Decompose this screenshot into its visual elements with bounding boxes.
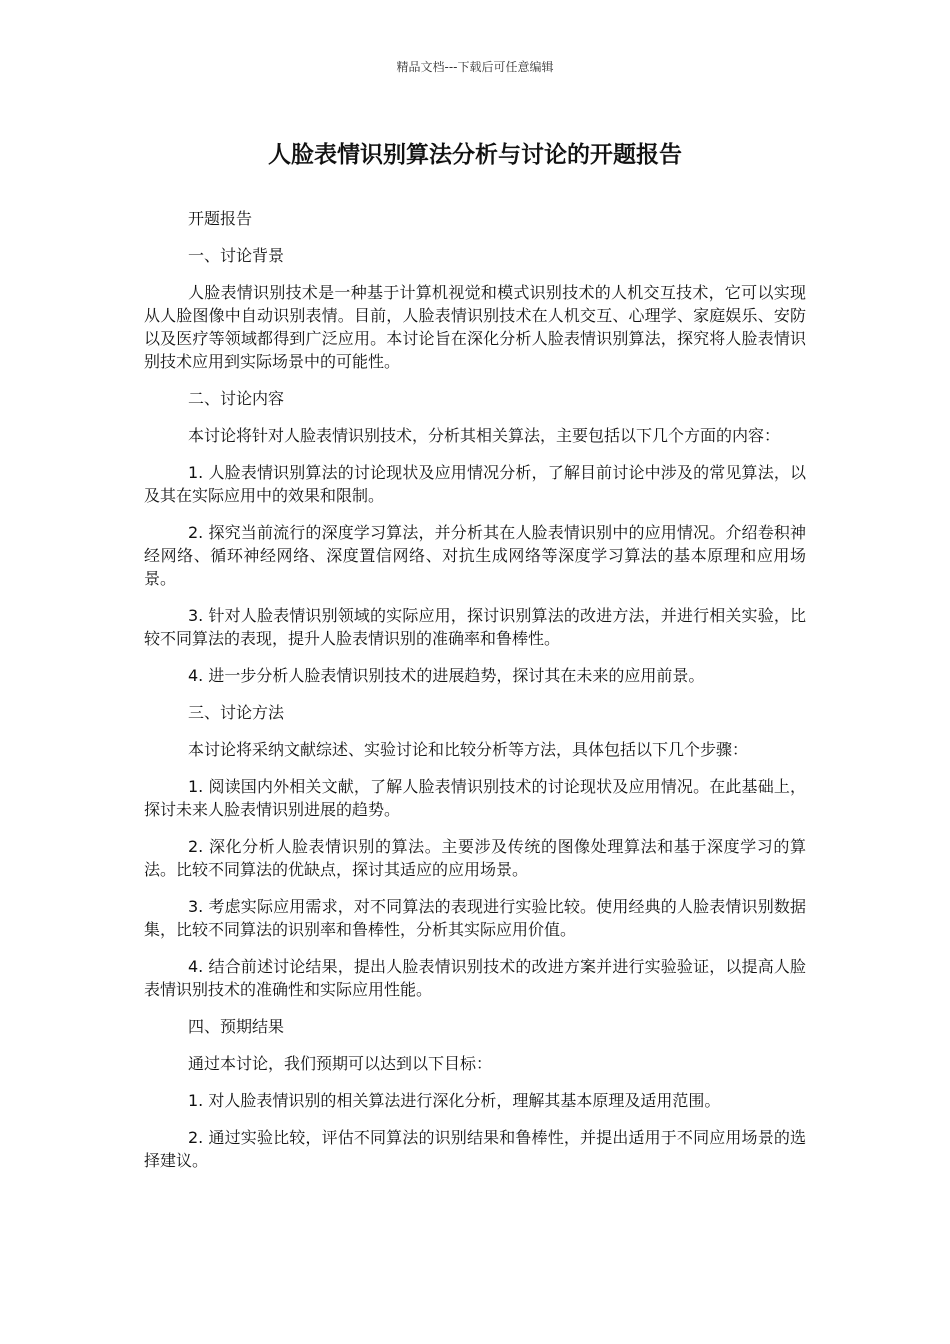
list-item-results-2: 2. 通过实验比较，评估不同算法的识别结果和鲁棒性，并提出适用于不同应用场景的选择建议。 [144, 1128, 806, 1170]
header-note: 精品文档---下载后可任意编辑 [396, 60, 554, 74]
list-item-methods-3: 3. 考虑实际应用需求，对不同算法的表现进行实验比较。使用经典的人脸表情识别数据集，比较不同算法的识别率和鲁棒性，分析其实际应用价值。 [144, 897, 806, 939]
paragraph-background: 人脸表情识别技术是一种基于计算机视觉和模式识别技术的人机交互技术，它可以实现从人脸图像中自动识别表情。目前，人脸表情识别技术在人机交互、心理学、家庭娱乐、安防以及医疗等领域都得到广泛应用。本讨论旨在深化分析人脸表情识别算法，探究将人脸表情识别技术应用到实际场景中的可能性。 [144, 283, 806, 371]
section-heading-methods: 三、讨论方法 [188, 703, 285, 722]
list-item-content-4: 4. 进一步分析人脸表情识别技术的进展趋势，探讨其在未来的应用前景。 [188, 666, 705, 685]
list-item-content-3: 3. 针对人脸表情识别领域的实际应用，探讨识别算法的改进方法，并进行相关实验，比较不同算法的表现，提升人脸表情识别的准确率和鲁棒性。 [144, 606, 806, 648]
section-label-report: 开题报告 [188, 209, 253, 228]
list-item-methods-2: 2. 深化分析人脸表情识别的算法。主要涉及传统的图像处理算法和基于深度学习的算法。比较不同算法的优缺点，探讨其适应的应用场景。 [144, 837, 806, 879]
section-heading-expected-results: 四、预期结果 [188, 1017, 285, 1036]
list-item-results-1: 1. 对人脸表情识别的相关算法进行深化分析，理解其基本原理及适用范围。 [188, 1091, 721, 1110]
list-item-content-1: 1. 人脸表情识别算法的讨论现状及应用情况分析，了解目前讨论中涉及的常见算法，以及其在实际应用中的效果和限制。 [144, 463, 806, 505]
section-heading-content: 二、讨论内容 [188, 389, 285, 408]
section-heading-background: 一、讨论背景 [188, 246, 285, 265]
paragraph-content-intro: 本讨论将针对人脸表情识别技术，分析其相关算法，主要包括以下几个方面的内容： [188, 426, 781, 445]
document-body [144, 207, 806, 1186]
list-item-methods-1: 1. 阅读国内外相关文献，了解人脸表情识别技术的讨论现状及应用情况。在此基础上，探讨未来人脸表情识别进展的趋势。 [144, 777, 806, 819]
document-title: 人脸表情识别算法分析与讨论的开题报告 [268, 142, 682, 168]
paragraph-results-intro: 通过本讨论，我们预期可以达到以下目标： [188, 1054, 493, 1073]
list-item-content-2: 2. 探究当前流行的深度学习算法，并分析其在人脸表情识别中的应用情况。介绍卷积神经网络、循环神经网络、深度置信网络、对抗生成网络等深度学习算法的基本原理和应用场景。 [144, 523, 806, 588]
paragraph-methods-intro: 本讨论将采纳文献综述、实验讨论和比较分析等方法，具体包括以下几个步骤： [188, 740, 749, 759]
list-item-methods-4: 4. 结合前述讨论结果，提出人脸表情识别技术的改进方案并进行实验验证，以提高人脸表情识别技术的准确性和实际应用性能。 [144, 957, 806, 999]
